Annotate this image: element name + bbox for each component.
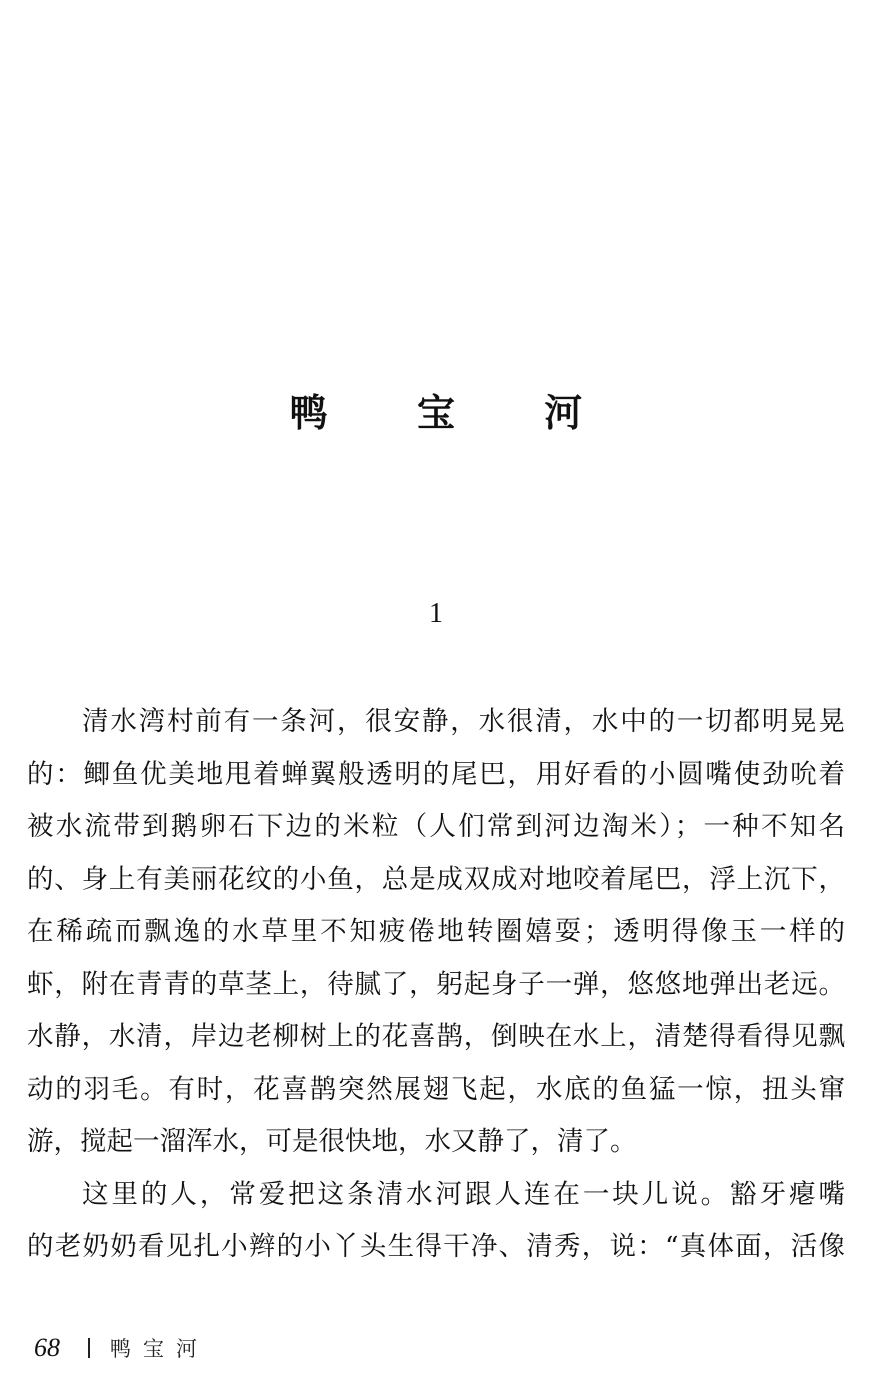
body-text [27,696,845,1274]
paragraph [27,1169,845,1274]
running-title: 鸭宝河 [110,1337,209,1361]
chapter-title: 鸭 宝 河 [289,391,621,435]
text-line: 游，搅起一溜浑水，可是很快地，水又静了，清了。 [27,1126,637,1157]
text-line: 被水流带到鹅卵石下边的米粒（人们常到河边淘米）；一种不知名 [27,811,845,842]
section-number: 1 [429,598,443,629]
footer-divider [88,1338,90,1358]
page-number: 68 [34,1333,60,1362]
text-line: 清水湾村前有一条河，很安静，水很清，水中的一切都明晃晃 [82,706,845,737]
text-line: 的：鲫鱼优美地甩着蝉翼般透明的尾巴，用好看的小圆嘴使劲吮着 [27,758,845,790]
text-line: 在稀疏而飘逸的水草里不知疲倦地转圈嬉耍；透明得像玉一样的 [27,916,845,947]
text-line: 水静，水清，岸边老柳树上的花喜鹊，倒映在水上，清楚得看得见飘 [27,1021,845,1052]
text-line: 动的羽毛。有时，花喜鹊突然展翅飞起，水底的鱼猛一惊，扭头窜 [27,1073,845,1105]
text-line: 的老奶奶看见扎小辫的小丫头生得干净、清秀，说：“真体面，活像 [27,1231,845,1262]
text-line: 这里的人，常爱把这条清水河跟人连在一块儿说。豁牙瘪嘴 [82,1178,845,1210]
text-line: 虾，附在青青的草茎上，待腻了，躬起身子一弹，悠悠地弹出老远。 [27,968,845,1000]
text-line: 的、身上有美丽花纹的小鱼，总是成双成对地咬着尾巴，浮上沉下， [27,863,845,895]
page-footer [34,1333,209,1363]
paragraph [27,696,845,1169]
